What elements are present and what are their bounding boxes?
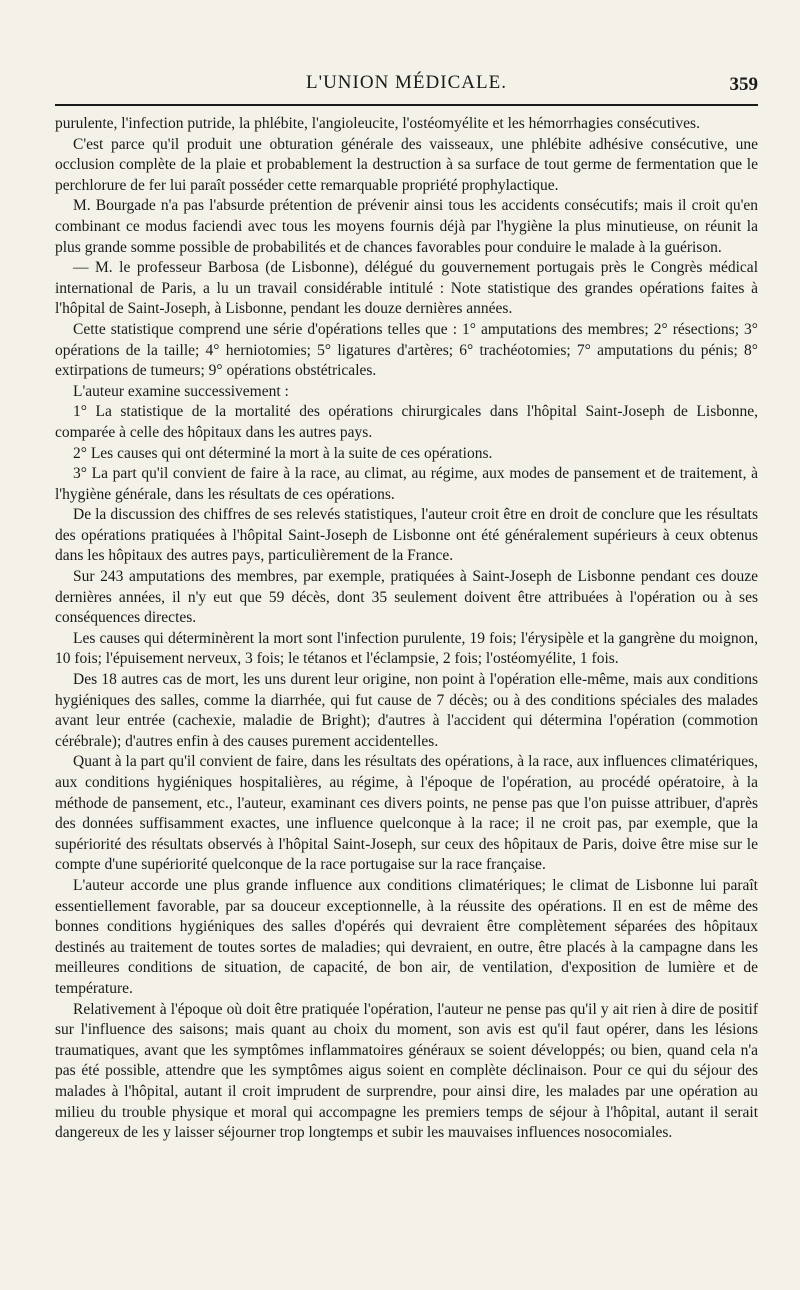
paragraph: M. Bourgade n'a pas l'absurde prétention de prévenir ainsi tous les accidents consécutifs; mais il croit qu'en combinant ce modus faciendi avec tous les moyens fournis déjà par l'hygiène la plus minutieuse, on réunit la plus grande somme possible de probabilités et de chances favorables pour conduire le malade à la guérison. xyxy=(55,197,758,256)
paragraph: L'auteur accorde une plus grande influence aux conditions climatériques; le climat de Lisbonne lui paraît essentiellement favorable, par sa douceur exceptionnelle, à la réussite des opérations. Il en est de même des bonnes conditions hygiéniques des salles d'opérés qui devraient être complètement séparées des hôpitaux destinés au traitement de toutes sortes de maladies; qui devraient, en outre, être placés à la campagne dans les meilleures conditions de situation, de capacité, de bon air, de ventilation, d'exposition de lumière et de température. xyxy=(55,876,758,997)
paragraph: 2° Les causes qui ont déterminé la mort à la suite de ces opérations. xyxy=(73,444,493,462)
page-number: 359 xyxy=(729,74,758,95)
paragraph: L'auteur examine successivement : xyxy=(73,382,289,400)
paragraph: Relativement à l'époque où doit être pratiquée l'opération, l'auteur ne pense pas qu'il y ait rien à dire de positif sur l'influence des saisons; mais quant au choix du moment, son avis est qu'il faut opérer, dans les lésions traumatiques, avant que les symptômes inflammatoires généraux se soient développés; ou bien, quand cela n'a pas été possible, attendre que les symptômes aigus soient en complète déclinaison. Pour ce qui du séjour des malades à l'hôpital, autant il croit imprudent de surprendre, pour ainsi dire, les malades par une opération au milieu du trouble physique et moral qui accompagne les premiers temps de séjour à l'hôpital, autant il serait dangereux de les y laisser séjourner trop longtemps et subir les mauvaises influences nosocomiales. xyxy=(55,1000,758,1142)
page-header xyxy=(55,62,758,102)
paragraph: purulente, l'infection putride, la phlébite, l'angioleucite, l'ostéomyélite et les hémorrhagies consécutives. xyxy=(55,115,700,132)
paragraph: — M. le professeur Barbosa (de Lisbonne), délégué du gouvernement portugais près le Congrès médical international de Paris, a lu un travail considérable intitulé : Note statistique des grandes opérations faites à l'hôpital de Saint-Joseph, à Lisbonne, pendant les douze dernières années. xyxy=(55,259,758,318)
article-body xyxy=(55,114,758,1144)
paragraph: 3° La part qu'il convient de faire à la race, au climat, au régime, aux modes de pansement et de traitement, à l'hygiène générale, dans les résultats de ces opérations. xyxy=(55,465,758,503)
running-title: L'UNION MÉDICALE. xyxy=(306,72,507,93)
paragraph: De la discussion des chiffres de ses relevés statistiques, l'auteur croit être en droit de conclure que les résultats des opérations pratiquées à l'hôpital Saint-Joseph de Lisbonne ont été généralement supérieurs à ceux obtenus dans les hôpitaux des autres pays, particulièrement de la France. xyxy=(55,506,758,565)
paragraph: Les causes qui déterminèrent la mort sont l'infection purulente, 19 fois; l'érysipèle et la gangrène du moignon, 10 fois; l'épuisement nerveux, 3 fois; le tétanos et l'éclampsie, 2 fois; l'ostéomyélite, 1 fois. xyxy=(55,629,758,668)
paragraph: Des 18 autres cas de mort, les uns durent leur origine, non point à l'opération elle-même, mais aux conditions hygiéniques des salles, comme la diarrhée, qui fut cause de 7 décès; ou à des conditions spéciales des malades avant leur entrée (cachexie, maladie de Bright); d'autres à l'accident qui détermina l'opération (commotion cérébrale); d'autres enfin à des causes purement accidentelles. xyxy=(55,671,758,750)
header-rule xyxy=(55,104,758,106)
paragraph: 1° La statistique de la mortalité des opérations chirurgicales dans l'hôpital Saint-Joseph de Lisbonne, comparée à celle des hôpitaux dans les autres pays. xyxy=(55,403,758,441)
paragraph: Quant à la part qu'il convient de faire, dans les résultats des opérations, à la race, aux influences climatériques, aux conditions hygiéniques hospitalières, au régime, à l'époque de l'opération, au procédé opératoire, à la méthode de pansement, etc., l'auteur, examinant ces divers points, ne pense pas que l'on puisse attribuer, d'après des données suffisamment exactes, une influence quelconque à la race; il ne croit pas, par exemple, que la supériorité des résultats observés à l'hôpital Saint-Joseph, sur ceux des hôpitaux de Paris, doive être mise sur le compte d'une supériorité quelconque de la race portugaise sur la race française. xyxy=(55,753,758,874)
paragraph: Cette statistique comprend une série d'opérations telles que : 1° amputations des membres; 2° résections; 3° opérations de la taille; 4° herniotomies; 5° ligatures d'artères; 6° trachéotomies; 7° amputations du pénis; 8° extirpations de tumeurs; 9° opérations obstétricales. xyxy=(55,320,758,380)
document-page xyxy=(55,62,758,1144)
paragraph: Sur 243 amputations des membres, par exemple, pratiquées à Saint-Joseph de Lisbonne pendant ces douze dernières années, il n'y eut que 59 décès, dont 35 seulement doivent être attribuées à l'opération ou à ses conséquences directes. xyxy=(55,568,758,627)
paragraph: C'est parce qu'il produit une obturation générale des vaisseaux, une phlébite adhésive consécutive, une occlusion complète de la plaie et probablement la destruction à sa surface de tout germe de fermentation que le perchlorure de fer lui paraît posséder cette remarquable propriété prophylactique. xyxy=(55,135,758,194)
